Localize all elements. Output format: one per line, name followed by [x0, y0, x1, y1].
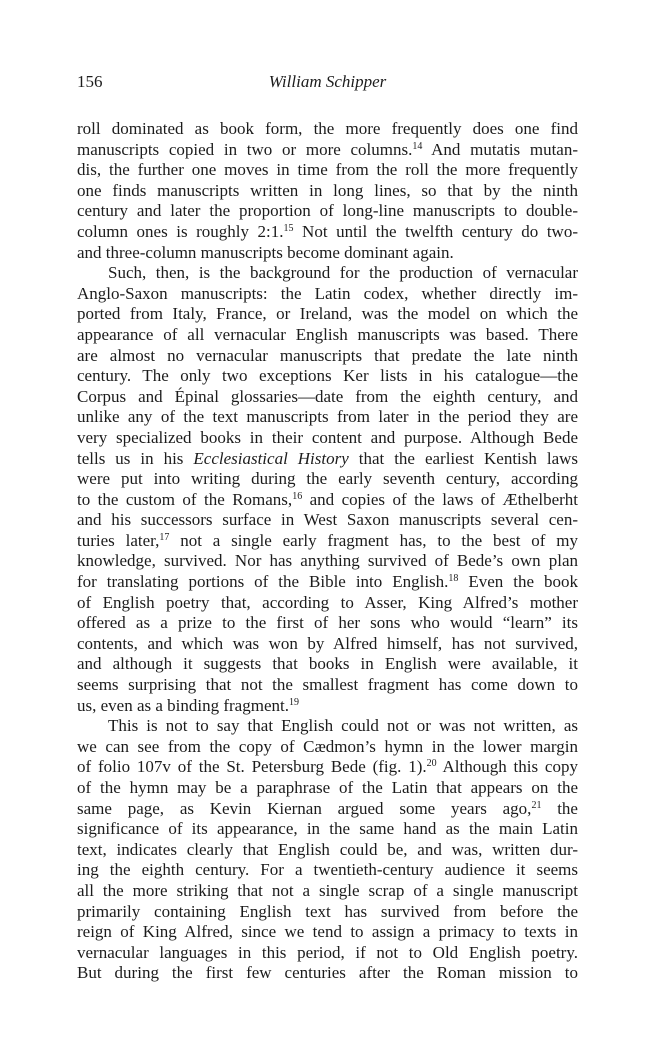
text-line	[77, 490, 578, 511]
text-line	[77, 346, 578, 367]
text-line	[77, 428, 578, 449]
text-run: vernacular languages in this period, if not to Old English poetry.	[77, 942, 578, 962]
text-line	[77, 263, 578, 284]
footnote-marker: 20	[426, 758, 437, 770]
text-run: the	[541, 798, 578, 818]
text-run: and copies of the laws of Æthelberht	[302, 489, 578, 509]
text-run: Corpus and Épinal glossaries—date from the eighth century, and	[77, 386, 578, 406]
text-run: Anglo-Saxon manuscripts: the Latin codex, whether directly im-	[77, 283, 578, 303]
text-line	[77, 963, 578, 984]
text-run: to the custom of the Romans,	[77, 489, 293, 509]
text-run: This is not to say that English could not or was not written, as	[108, 716, 578, 736]
text-run: text, indicates clearly that English could be, and was, written dur-	[77, 839, 578, 859]
text-run: Such, then, is the background for the production of vernacular	[108, 263, 578, 283]
text-run: Although this copy	[436, 757, 578, 777]
text-run: column ones is roughly 2:1.	[77, 221, 284, 241]
text-run: Not until the twelfth century do two-	[293, 221, 578, 241]
text-line	[77, 469, 578, 490]
text-run: Even the book	[458, 572, 578, 592]
text-run: knowledge, survived. Nor has anything survived of Bede’s own plan	[77, 551, 578, 571]
text-run: for translating portions of the Bible into English.	[77, 572, 449, 592]
text-line	[77, 819, 578, 840]
text-line	[77, 634, 578, 655]
text-run: were put into writing during the early seventh century, according	[77, 469, 578, 489]
text-line	[77, 407, 578, 428]
text-run: one finds manuscripts written in long lines, so that by the ninth	[77, 180, 578, 200]
footnote-marker: 17	[159, 531, 170, 543]
text-line	[77, 716, 578, 737]
text-line	[77, 140, 578, 161]
text-run: ing the eighth century. For a twentieth-century audience it seems	[77, 860, 578, 880]
footnote-marker: 16	[292, 490, 303, 502]
running-head	[77, 72, 578, 94]
text-run: primarily containing English text has survived from before the	[77, 901, 578, 921]
text-line	[77, 737, 578, 758]
text-run: But during the first few centuries after the Roman mission to	[77, 963, 578, 983]
text-line	[77, 531, 578, 552]
footnote-marker: 19	[288, 696, 299, 708]
text-line	[77, 654, 578, 675]
text-run: that the earliest Kentish laws	[348, 448, 579, 468]
text-run: same page, as Kevin Kiernan argued some years ago,	[77, 798, 532, 818]
text-line	[77, 860, 578, 881]
body-text	[77, 119, 578, 984]
text-line	[77, 366, 578, 387]
text-line	[77, 799, 578, 820]
text-run: contents, and which was won by Alfred himself, has not survived,	[77, 633, 578, 653]
footnote-marker: 14	[412, 140, 423, 152]
text-run: of the hymn may be a paraphrase of the Latin that appears on the	[77, 778, 578, 797]
text-line	[77, 675, 578, 696]
text-run: and his successors surface in West Saxon manuscripts several cen-	[77, 510, 578, 530]
text-run: century. The only two exceptions Ker lists in his catalogue—the	[77, 366, 578, 386]
text-line	[77, 387, 578, 408]
text-run: we can see from the copy of Cædmon’s hymn in the lower margin	[77, 736, 578, 756]
text-run: and although it suggests that books in English were available, it	[77, 654, 578, 674]
text-line	[77, 119, 578, 140]
text-line	[77, 696, 578, 717]
text-line	[77, 325, 578, 346]
text-run: not a single early fragment has, to the best of my	[169, 530, 578, 550]
text-run: appearance of all vernacular English manuscripts was based. There	[77, 324, 578, 344]
text-line	[77, 304, 578, 325]
text-line	[77, 902, 578, 923]
text-run: significance of its appearance, in the same hand as the main Latin	[77, 819, 578, 839]
text-run: unlike any of the text manuscripts from later in the period they are	[77, 407, 578, 427]
text-line	[77, 551, 578, 572]
text-run: century and later the proportion of long-line manuscripts to double-	[77, 201, 578, 221]
text-run: turies later,	[77, 530, 160, 550]
text-run: are almost no vernacular manuscripts that predate the late ninth	[77, 345, 578, 365]
text-run: tells us in his	[77, 448, 194, 468]
text-line	[77, 160, 578, 181]
text-line	[77, 922, 578, 943]
text-run: reign of King Alfred, since we tend to assign a primacy to texts in	[77, 922, 578, 942]
text-line	[77, 222, 578, 243]
text-run: ported from Italy, France, or Ireland, was the model on which the	[77, 304, 578, 324]
text-line	[77, 284, 578, 305]
text-line	[77, 757, 578, 778]
text-line	[77, 613, 578, 634]
text-line	[77, 881, 578, 902]
footnote-marker: 21	[531, 799, 542, 811]
text-run: And mutatis mutan-	[422, 139, 579, 159]
text-line	[77, 181, 578, 202]
footnote-marker: 15	[283, 222, 294, 234]
text-run: dis, the further one moves in time from the roll the more frequently	[77, 160, 578, 180]
paragraph	[77, 716, 578, 984]
text-run: of English poetry that, according to Asser, King Alfred’s mother	[77, 592, 578, 612]
text-line	[77, 943, 578, 964]
text-line	[77, 593, 578, 614]
text-run: roll dominated as book form, the more frequently does one find	[77, 119, 578, 138]
text-run: very specialized books in their content and purpose. Although Bede	[77, 427, 578, 447]
text-run: all the more striking that not a single scrap of a single manuscript	[77, 880, 578, 900]
footnote-marker: 18	[448, 573, 459, 585]
text-line	[77, 449, 578, 470]
paragraph	[77, 263, 578, 716]
text-run: manuscripts copied in two or more columns.	[77, 139, 413, 159]
text-line	[77, 201, 578, 222]
text-line	[77, 572, 578, 593]
text-line	[77, 840, 578, 861]
text-run: of folio 107v of the St. Petersburg Bede (fig. 1).	[77, 757, 427, 777]
text-run: offered as a prize to the first of her sons who would “learn” its	[77, 613, 578, 633]
text-run: and three-column manuscripts become dominant again.	[77, 242, 454, 262]
text-line	[77, 778, 578, 799]
page-number: 156	[77, 72, 103, 91]
text-line	[77, 243, 578, 264]
paragraph	[77, 119, 578, 263]
text-run: us, even as a binding fragment.	[77, 695, 289, 715]
text-line	[77, 510, 578, 531]
running-head-author: William Schipper	[268, 72, 387, 91]
book-title-italic: Ecclesiastical History	[193, 448, 349, 468]
text-run: seems surprising that not the smallest fragment has come down to	[77, 675, 578, 695]
